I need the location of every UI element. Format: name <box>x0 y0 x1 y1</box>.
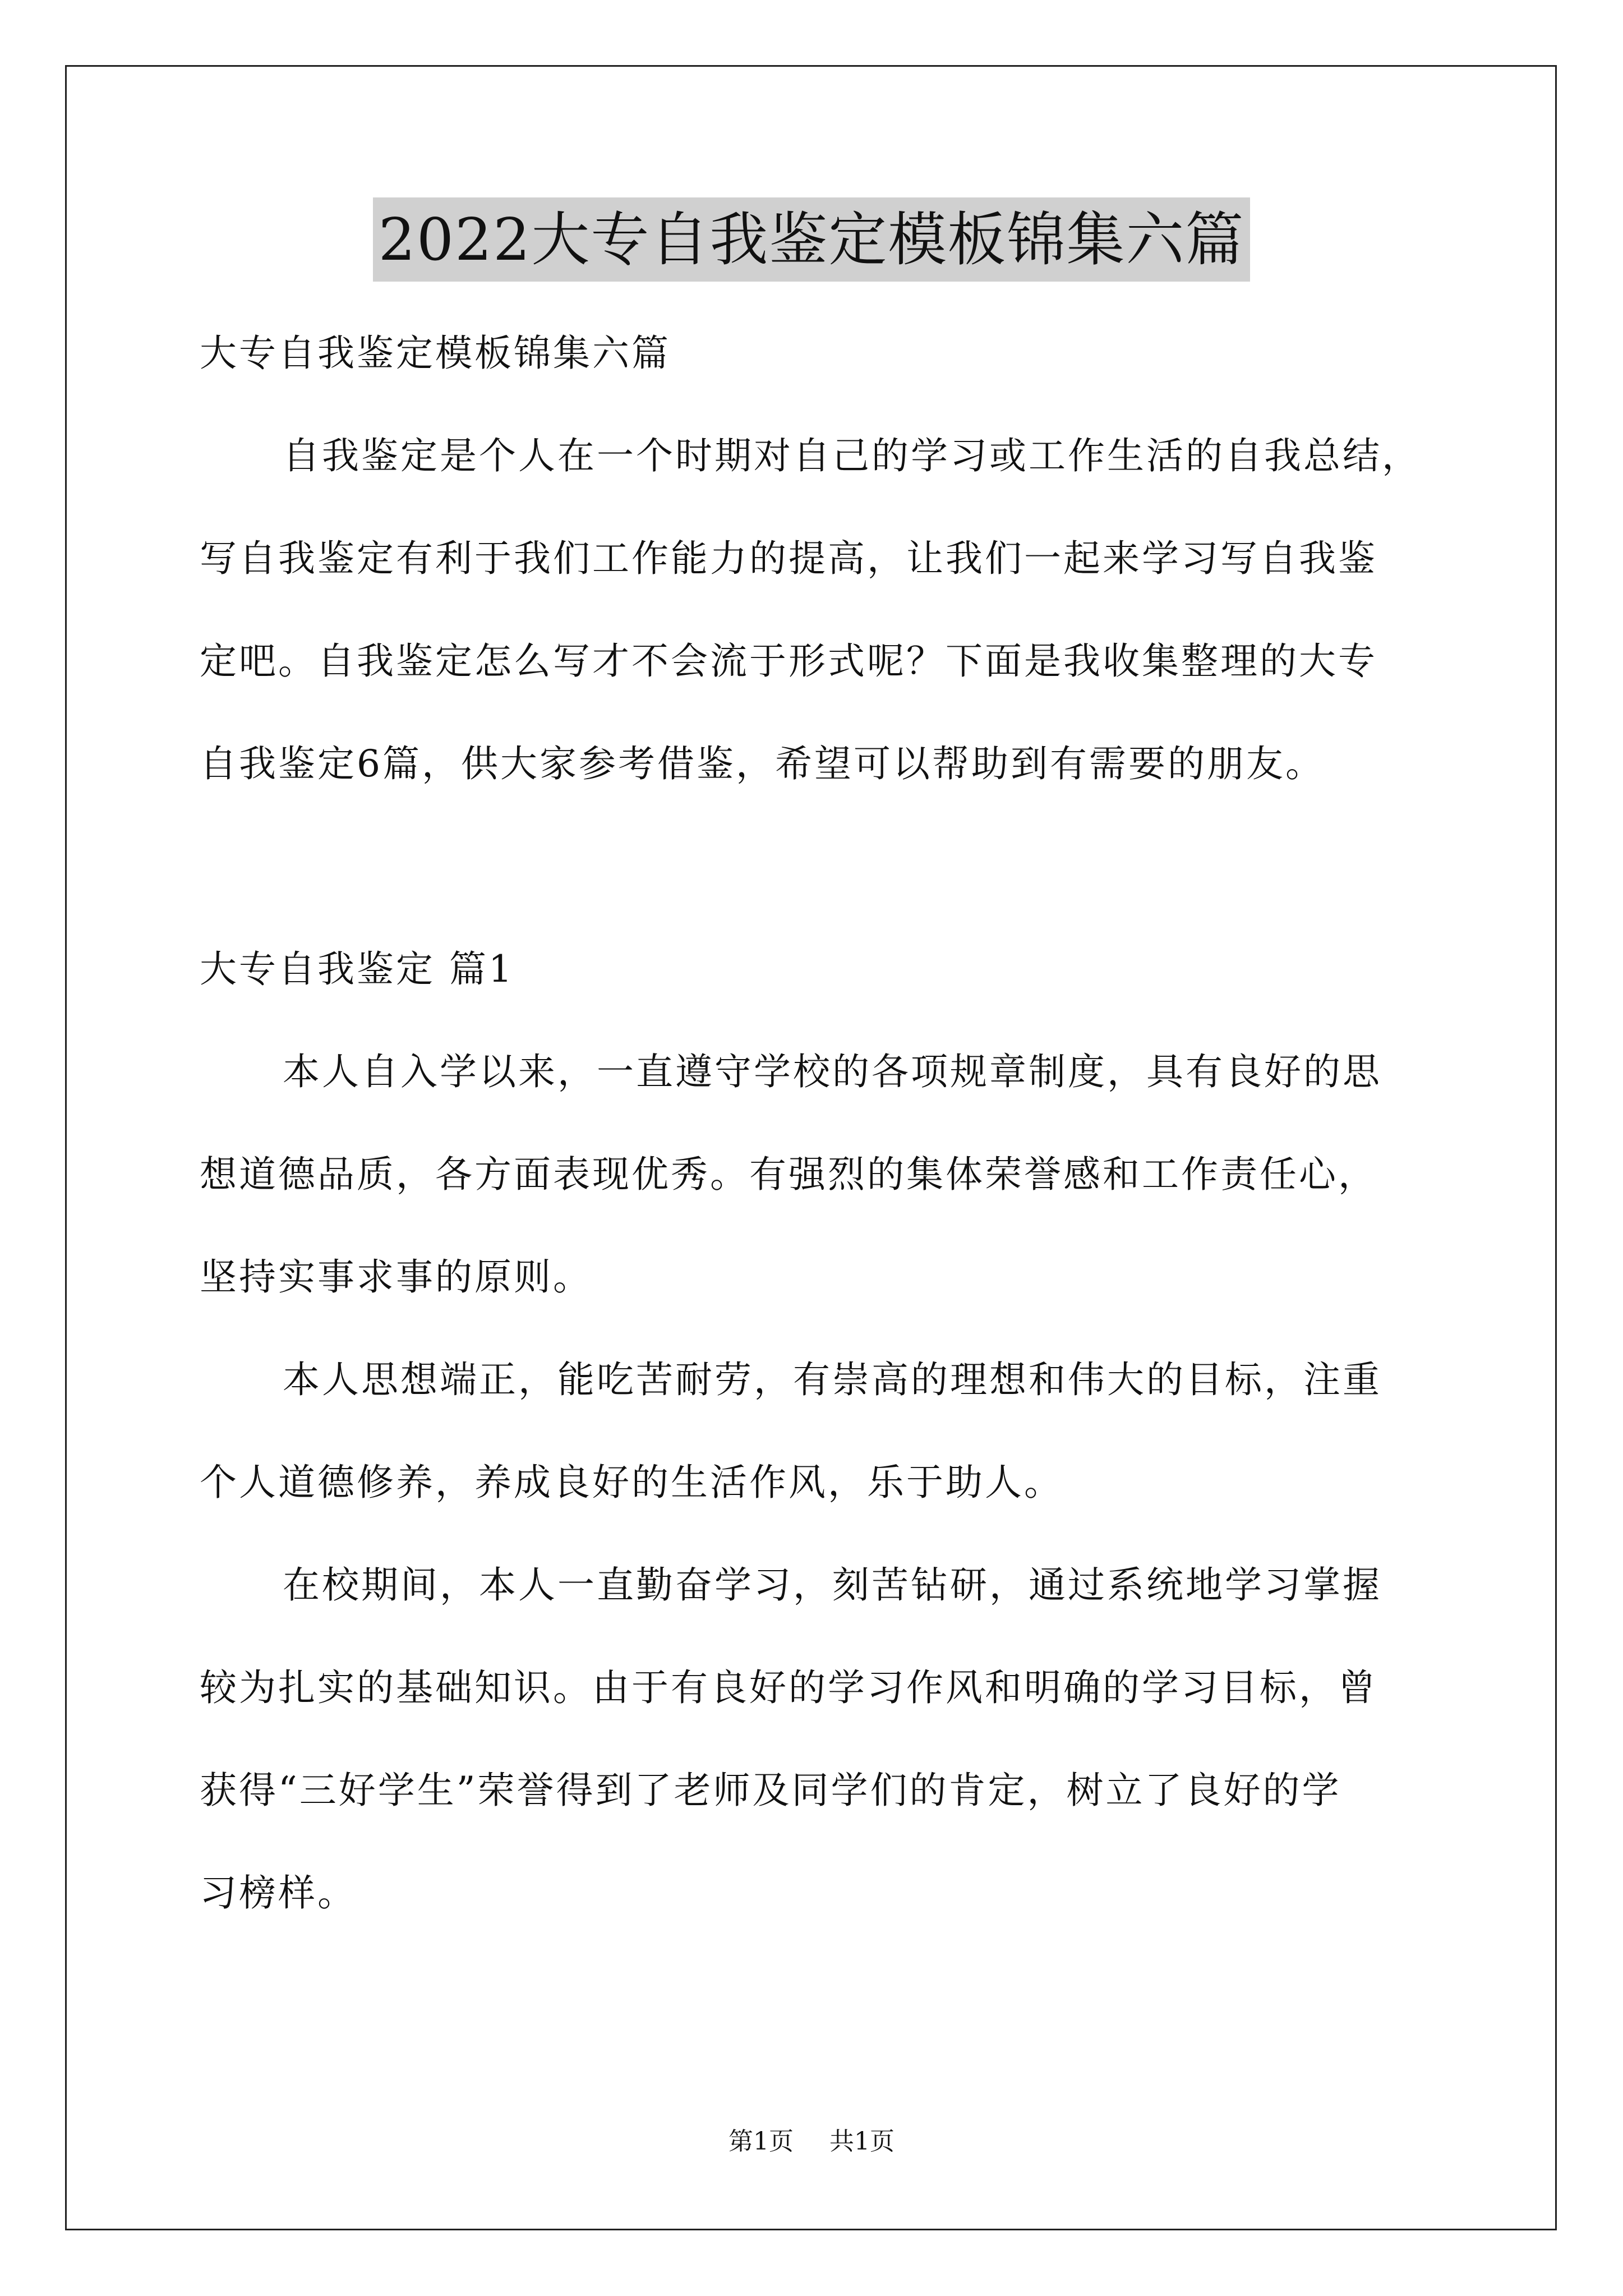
paragraph-line: 本人自入学以来，一直遵守学校的各项规章制度，具有良好的思 <box>283 1050 1382 1093</box>
document-title: 2022大专自我鉴定模板锦集六篇 <box>373 197 1251 282</box>
paragraph-line: 本人思想端正，能吃苦耐劳，有崇高的理想和伟大的目标，注重 <box>283 1358 1382 1401</box>
paragraph-line: 坚持实事求事的原则。 <box>200 1255 592 1299</box>
paragraph-line: 定吧。自我鉴定怎么写才不会流于形式呢？下面是我收集整理的大专 <box>200 639 1377 683</box>
title-container <box>0 197 1623 282</box>
paragraph-line: 较为扎实的基础知识。由于有良好的学习作风和明确的学习目标，曾 <box>200 1666 1377 1709</box>
paragraph-line: 写自我鉴定有利于我们工作能力的提高，让我们一起来学习写自我鉴 <box>200 537 1377 580</box>
blank-line <box>200 815 1433 918</box>
page-number: 第1页 <box>728 2127 794 2156</box>
paragraph-line: 大专自我鉴定模板锦集六篇 <box>200 332 671 375</box>
paragraph-line: 个人道德修养，养成良好的生活作风，乐于助人。 <box>200 1461 1063 1504</box>
section-heading: 大专自我鉴定 篇1 <box>200 947 514 991</box>
page-footer <box>0 2125 1623 2159</box>
page-total: 共1页 <box>829 2127 895 2156</box>
paragraph-line: 习榜样。 <box>200 1871 357 1915</box>
paragraph-line: 想道德品质，各方面表现优秀。有强烈的集体荣誉感和工作责任心， <box>200 1153 1377 1196</box>
document-body <box>200 302 1433 1944</box>
paragraph-line: 自我鉴定是个人在一个时期对自己的学习或工作生活的自我总结， <box>283 434 1421 477</box>
paragraph-line: 获得“三好学生”荣誉得到了老师及同学们的肯定，树立了良好的学 <box>200 1769 1341 1812</box>
paragraph-line: 自我鉴定6篇，供大家参考借鉴，希望可以帮助到有需要的朋友。 <box>200 742 1325 785</box>
paragraph-line: 在校期间，本人一直勤奋学习，刻苦钻研，通过系统地学习掌握 <box>283 1563 1382 1607</box>
